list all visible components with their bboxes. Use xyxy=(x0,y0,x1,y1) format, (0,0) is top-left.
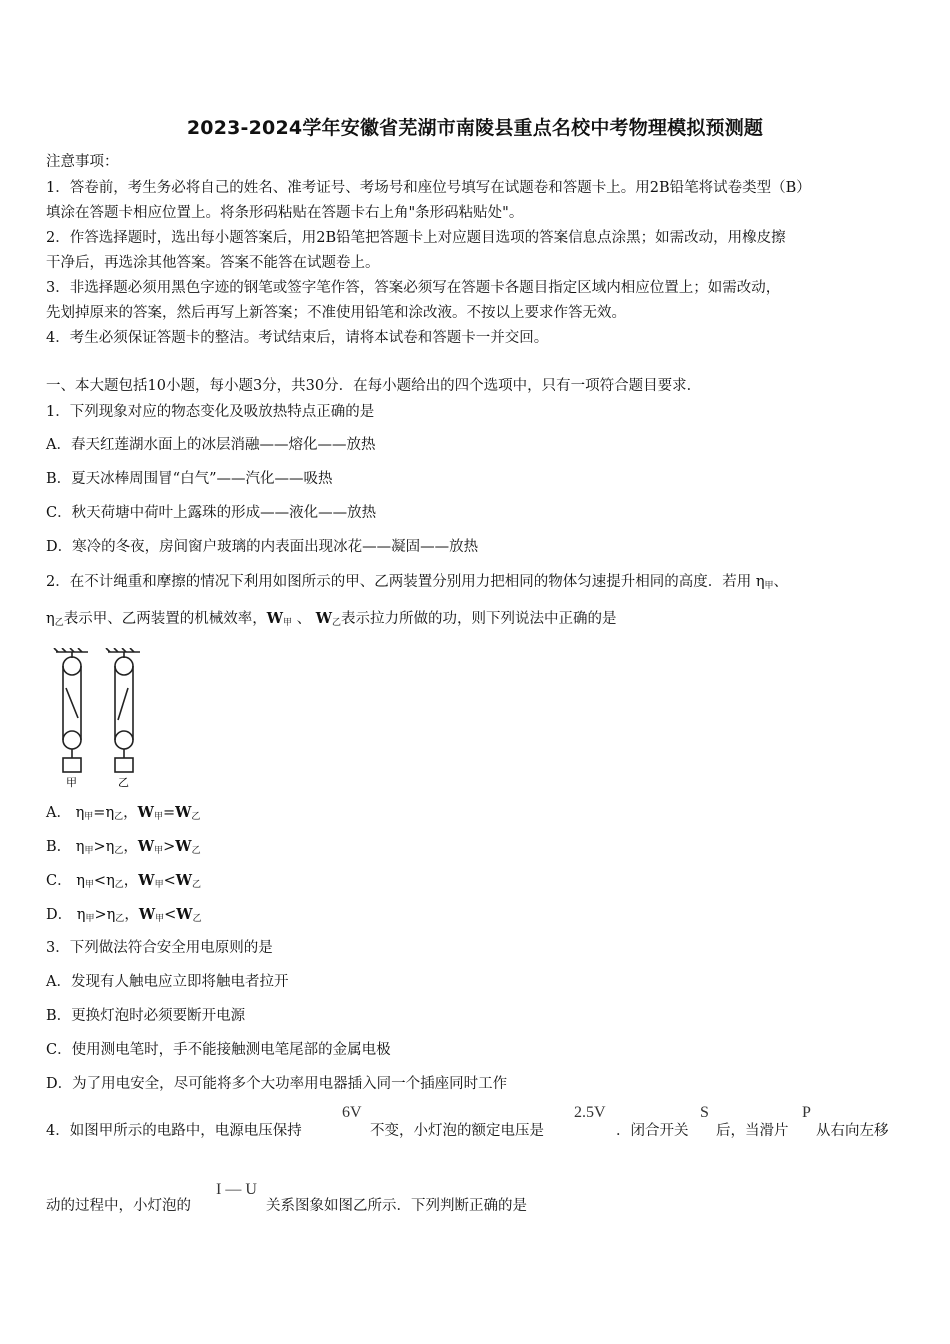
notice-line: 2．作答选择题时，选出每小题答案后，用2B铅笔把答题卡上对应题目选项的答案信息点涂黑；如需改动，用橡皮擦 xyxy=(46,230,786,246)
w-symbol: W xyxy=(138,906,156,923)
figure-label-jia: 甲 xyxy=(66,776,77,788)
eta-symbol: η xyxy=(755,574,765,590)
question-4-text: 不变，小灯泡的额定电压是 xyxy=(370,1123,544,1139)
notice-line: 干净后，再选涂其他答案。答案不能答在试题卷上。 xyxy=(46,255,380,271)
option-letter: D． xyxy=(46,907,73,923)
w-symbol: W xyxy=(137,838,155,855)
notice-line: 4．考生必须保证答题卡的整洁。考试结束后，请将本试卷和答题卡一并交回。 xyxy=(46,330,549,346)
question-4-text: 关系图象如图乙所示．下列判断正确的是 xyxy=(266,1198,527,1214)
eta-symbol: η xyxy=(76,907,86,923)
load-block xyxy=(115,758,133,772)
eta-symbol: η xyxy=(105,839,115,855)
subscript-yi: 乙 xyxy=(114,880,124,890)
relation: = xyxy=(162,805,176,821)
q2-option-d xyxy=(46,905,202,929)
section-heading: 一、本大题包括10小题，每小题3分，共30分．在每小题给出的四个选项中，只有一项符合题目要求． xyxy=(46,378,702,394)
w-symbol: W xyxy=(137,804,154,821)
pull-rope xyxy=(66,688,78,718)
w-symbol: W xyxy=(175,838,192,855)
w-symbol: W xyxy=(175,872,193,889)
relation: < xyxy=(163,873,176,889)
subscript-jia: 甲 xyxy=(84,846,94,856)
notice-heading: 注意事项： xyxy=(46,154,119,170)
fixed-pulley xyxy=(63,657,81,675)
q2-stem-text: 2．在不计绳重和摩擦的情况下利用如图所示的甲、乙两装置分别用力把相同的物体匀速提升相同的高度．若用 xyxy=(46,574,752,590)
comma: ， xyxy=(123,805,138,821)
subscript-yi: 乙 xyxy=(54,618,64,628)
figure-label-yi: 乙 xyxy=(118,776,129,788)
notice-line: 3．非选择题必须用黑色字迹的钢笔或签字笔作答，答案必须写在答题卡各题目指定区域内相应位置上；如需改动， xyxy=(46,280,781,296)
subscript-yi: 乙 xyxy=(191,846,201,856)
question-4-line2: 动的过程中，小灯泡的 xyxy=(46,1198,191,1214)
movable-pulley xyxy=(63,731,81,749)
w-symbol: W xyxy=(175,804,192,821)
question-3-stem: 3．下列做法符合安全用电原则的是 xyxy=(46,940,273,956)
subscript-yi: 乙 xyxy=(332,618,342,628)
comma: ， xyxy=(123,839,138,855)
option-letter: B． xyxy=(46,839,72,855)
relation: > xyxy=(94,907,107,923)
eta-symbol: η xyxy=(75,805,85,821)
movable-pulley xyxy=(115,731,133,749)
subscript-jia: 甲 xyxy=(283,618,293,628)
question-2-stem-line1 xyxy=(46,572,788,596)
comma: ， xyxy=(123,873,139,889)
notice-line: 先划掉原来的答案，然后再写上新答案；不准使用铅笔和涂改液。不按以上要求作答无效。 xyxy=(46,305,626,321)
relation: < xyxy=(164,907,177,923)
option-letter: C． xyxy=(46,873,72,889)
subscript-jia: 甲 xyxy=(154,880,164,890)
i-u-relation: I — U xyxy=(216,1181,257,1198)
subscript-jia: 甲 xyxy=(153,812,163,822)
w-symbol: W xyxy=(176,906,193,923)
eta-symbol: η xyxy=(105,805,115,821)
question-4-text: 从右向左移 xyxy=(816,1123,889,1139)
q2-option-b xyxy=(46,837,201,861)
eta-symbol: η xyxy=(76,873,85,889)
separator: 、 xyxy=(773,574,789,590)
eta-symbol: η xyxy=(106,873,115,889)
q2-option-a xyxy=(46,803,200,827)
eta-symbol: η xyxy=(106,907,116,923)
page-title: 2023-2024学年安徽省芜湖市南陵县重点名校中考物理模拟预测题 xyxy=(186,117,764,139)
pulley-figure xyxy=(52,648,152,788)
q2-stem-text: 表示甲、乙两装置的机械效率， xyxy=(63,611,267,627)
subscript-yi: 乙 xyxy=(114,812,124,822)
relation: > xyxy=(163,839,176,855)
subscript-yi: 乙 xyxy=(192,880,202,890)
relation: < xyxy=(93,873,107,889)
subscript-jia: 甲 xyxy=(764,581,774,591)
slider-p: P xyxy=(802,1104,811,1121)
pull-rope xyxy=(118,688,128,720)
voltage-6v: 6V xyxy=(342,1104,362,1121)
q1-option-d: D．寒冷的冬夜，房间窗户玻璃的内表面出现冰花——凝固——放热 xyxy=(46,539,479,555)
switch-s: S xyxy=(700,1104,709,1121)
q3-option-b: B．更换灯泡时必须要断开电源 xyxy=(46,1008,246,1024)
notice-line: 1．答卷前，考生务必将自己的姓名、准考证号、考场号和座位号填写在试题卷和答题卡上。用2B铅笔将试卷类型（B） xyxy=(46,180,811,196)
q3-option-a: A．发现有人触电应立即将触电者拉开 xyxy=(46,974,289,990)
relation: = xyxy=(93,805,106,821)
option-letter: A． xyxy=(46,805,71,821)
load-block xyxy=(63,758,81,772)
fixed-pulley xyxy=(115,657,133,675)
w-symbol: W xyxy=(138,872,155,889)
subscript-jia: 甲 xyxy=(85,914,95,924)
question-1-stem: 1．下列现象对应的物态变化及吸放热特点正确的是 xyxy=(46,404,375,420)
relation: > xyxy=(93,839,106,855)
w-symbol: W xyxy=(315,610,333,627)
comma: ， xyxy=(124,907,139,923)
q1-option-c: C．秋天荷塘中荷叶上露珠的形成——液化——放热 xyxy=(46,505,377,521)
question-4-text: ．闭合开关 xyxy=(616,1123,689,1139)
q2-option-c xyxy=(46,871,201,895)
subscript-jia: 甲 xyxy=(154,846,164,856)
q3-option-d: D．为了用电安全，尽可能将多个大功率用电器插入同一个插座同时工作 xyxy=(46,1076,508,1092)
q3-option-c: C．使用测电笔时，手不能接触测电笔尾部的金属电极 xyxy=(46,1042,391,1058)
w-symbol: W xyxy=(266,610,283,627)
q1-option-b: B．夏天冰棒周围冒“白气”——汽化——吸热 xyxy=(46,471,333,487)
separator: 、 xyxy=(296,611,312,627)
question-4-line1: 4．如图甲所示的电路中，电源电压保持 xyxy=(46,1123,302,1139)
notice-line: 填涂在答题卡相应位置上。将条形码粘贴在答题卡右上角"条形码粘贴处"。 xyxy=(46,205,524,221)
question-2-stem-line2 xyxy=(46,609,617,633)
subscript-yi: 乙 xyxy=(114,846,124,856)
subscript-yi: 乙 xyxy=(192,914,202,924)
question-4-text: 后，当滑片 xyxy=(716,1123,789,1139)
eta-symbol: η xyxy=(75,839,85,855)
q1-option-a: A．春天红莲湖水面上的冰层消融——熔化——放热 xyxy=(46,437,376,453)
subscript-yi: 乙 xyxy=(115,914,125,924)
subscript-jia: 甲 xyxy=(84,812,94,822)
subscript-yi: 乙 xyxy=(191,812,201,822)
subscript-jia: 甲 xyxy=(155,914,165,924)
eta-symbol: η xyxy=(46,611,55,627)
q2-stem-text: 表示拉力所做的功，则下列说法中正确的是 xyxy=(341,611,617,627)
voltage-2-5v: 2.5V xyxy=(574,1104,606,1121)
subscript-jia: 甲 xyxy=(84,880,94,890)
